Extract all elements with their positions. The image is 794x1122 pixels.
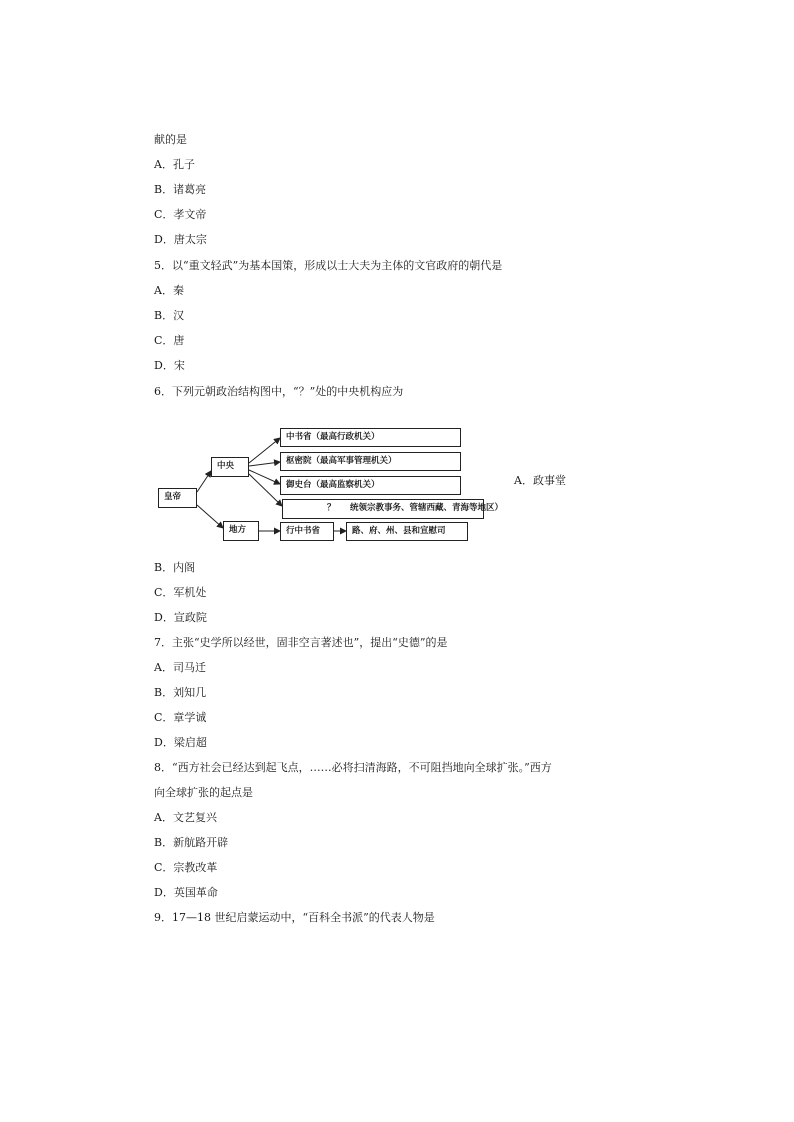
lower-levels-box: 路、府、州、县和宣慰司	[346, 522, 468, 541]
q5-option-a: A．秦	[154, 284, 184, 297]
q4-option-d: D．唐太宗	[154, 233, 207, 246]
q4-option-b: B．诸葛亮	[154, 183, 207, 196]
q8-option-a: A．文艺复兴	[154, 811, 217, 824]
q6-stem: 6．下列元朝政治结构图中，“？”处的中央机构应为	[154, 385, 404, 398]
question-mark: ？	[327, 503, 336, 513]
yushi-tai-box: 御史台（最高监察机关）	[280, 476, 461, 495]
arrow-central-to-yushi	[249, 470, 280, 484]
q7-option-a: A．司马迁	[154, 661, 206, 674]
q7-option-d: D．梁启超	[154, 736, 207, 749]
q5-option-d: D．宋	[154, 359, 185, 372]
arrow-emperor-to-central	[197, 471, 211, 492]
q8-stem-line1: 8．“西方社会已经达到起飞点，……必将扫清海路，不可阻挡地向全球扩张。”西方	[154, 761, 552, 774]
q6-option-d: D．宣政院	[154, 611, 207, 624]
arrow-central-to-unknown	[249, 474, 282, 506]
q5-option-b: B．汉	[154, 309, 185, 322]
q8-stem-line2: 向全球扩张的起点是	[154, 786, 253, 799]
q8-option-c: C．宗教改革	[154, 861, 218, 874]
q9-stem: 9．17—18 世纪启蒙运动中，“百科全书派”的代表人物是	[154, 911, 435, 924]
q7-option-b: B．刘知几	[154, 686, 207, 699]
q6-option-b: B．内阁	[154, 561, 196, 574]
q7-stem: 7．主张“史学所以经世，固非空言著述也”，提出“史德”的是	[154, 636, 448, 649]
q5-option-c: C．唐	[154, 334, 185, 347]
central-box: 中央	[211, 457, 249, 477]
local-box: 地方	[223, 521, 259, 541]
q7-option-c: C．章学诚	[154, 711, 207, 724]
zhongshu-sheng-box: 中书省（最高行政机关）	[280, 428, 461, 447]
q5-stem: 5．以“重文轻武”为基本国策，形成以士大夫为主体的文官政府的朝代是	[154, 259, 503, 272]
arrow-central-to-zhongshu	[249, 438, 280, 463]
q4-option-c: C．孝文帝	[154, 208, 207, 221]
unknown-agency-box	[282, 499, 504, 519]
arrow-emperor-to-local	[197, 505, 223, 528]
q4-option-a: A．孔子	[154, 158, 195, 171]
q8-option-d: D．英国革命	[154, 886, 218, 899]
unknown-agency-desc: 统领宗教事务、管辖西藏、青海等地区）	[350, 503, 504, 513]
q4-stem-continuation: 献的是	[154, 133, 187, 146]
emperor-box: 皇帝	[158, 488, 197, 508]
province-box: 行中书省	[280, 522, 334, 541]
q8-option-b: B．新航路开辟	[154, 836, 229, 849]
arrow-central-to-shumi	[249, 462, 280, 466]
q6-option-a: A．政事堂	[514, 474, 566, 487]
q6-option-c: C．军机处	[154, 586, 207, 599]
shumi-yuan-box: 枢密院（最高军事管理机关）	[280, 452, 461, 471]
